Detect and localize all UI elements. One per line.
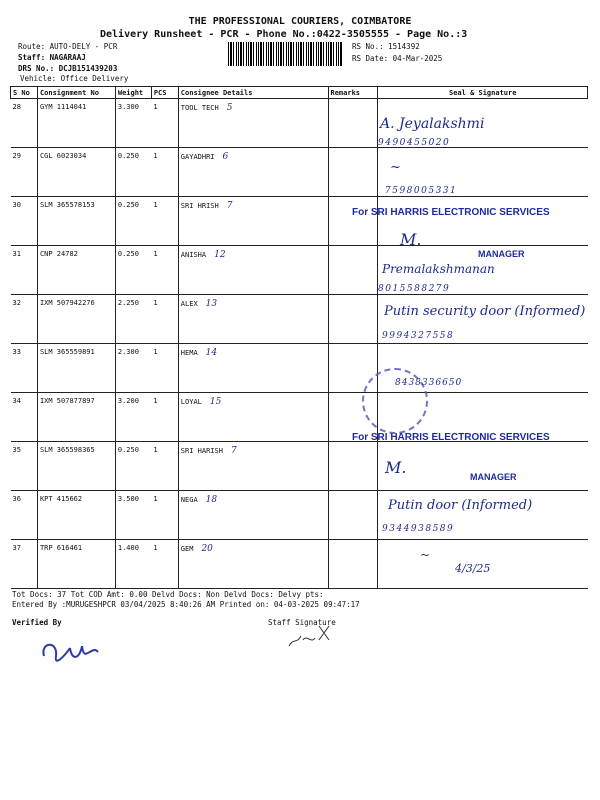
cell-pcs bbox=[151, 344, 178, 393]
route-label: Route: AUTO-DELY - PCR bbox=[18, 42, 118, 51]
cell-weight bbox=[115, 295, 151, 344]
handwritten-number: 18 bbox=[205, 495, 218, 505]
cell-consignee bbox=[178, 540, 328, 589]
signature-7-mark: M. bbox=[385, 458, 407, 477]
cell-consignment-no bbox=[37, 540, 115, 589]
cell-pcs-text: 1 bbox=[153, 152, 158, 160]
signature-6-phone: 8438336650 bbox=[395, 378, 463, 388]
cell-consignee bbox=[178, 295, 328, 344]
cell-sno-text: 32 bbox=[12, 299, 21, 307]
col-header-signature: Seal & Signature bbox=[378, 87, 588, 99]
signature-4-phone: 8015588279 bbox=[378, 284, 451, 294]
cell-sno bbox=[11, 99, 38, 148]
cell-pcs bbox=[151, 540, 178, 589]
cell-consignee-text: SRI HARISH bbox=[180, 447, 223, 455]
cell-consignee bbox=[178, 148, 328, 197]
cell-consignment-no-text: IXM 507942276 bbox=[39, 299, 95, 307]
signature-1-name: A. Jeyalakshmi bbox=[380, 116, 485, 132]
cell-consignee bbox=[178, 344, 328, 393]
cell-weight-text: 0.250 bbox=[117, 152, 139, 160]
cell-sno bbox=[11, 393, 38, 442]
entered-line: Entered By :MURUGESHPCR 03/04/2025 8:40:26 AM Printed on: 04-03-2025 09:47:17 bbox=[12, 600, 360, 609]
handwritten-number: 5 bbox=[226, 103, 233, 113]
cell-weight-text: 3.500 bbox=[117, 495, 139, 503]
table-header-row bbox=[11, 87, 588, 99]
cell-pcs bbox=[151, 246, 178, 295]
cell-consignee bbox=[178, 393, 328, 442]
cell-pcs bbox=[151, 197, 178, 246]
cell-remarks bbox=[328, 99, 378, 148]
handwritten-number: 13 bbox=[205, 299, 218, 309]
cell-remarks bbox=[328, 197, 378, 246]
cell-consignee-text: GAYADHRI bbox=[180, 153, 215, 161]
signature-5-note: Putin security door (Informed) bbox=[384, 304, 586, 319]
cell-pcs bbox=[151, 491, 178, 540]
cell-sno bbox=[11, 344, 38, 393]
cell-consignment-no bbox=[37, 148, 115, 197]
cell-weight bbox=[115, 491, 151, 540]
signature-8-note: Putin door (Informed) bbox=[388, 498, 533, 513]
cell-sno-text: 36 bbox=[12, 495, 21, 503]
verified-by-label: Verified By bbox=[12, 618, 62, 627]
cell-consignment-no-text: SLM 365559891 bbox=[39, 348, 95, 356]
company-title: THE PROFESSIONAL COURIERS, COIMBATORE bbox=[188, 16, 412, 27]
verifier-signature-icon bbox=[36, 634, 106, 674]
cell-consignment-no-text: CGL 6023034 bbox=[39, 152, 87, 160]
cell-weight-text: 1.400 bbox=[117, 544, 139, 552]
cell-remarks bbox=[328, 540, 378, 589]
cell-consignee-text: ANISHA bbox=[180, 251, 207, 259]
cell-consignment-no-text: CNP 24782 bbox=[39, 250, 78, 258]
cell-pcs-text: 1 bbox=[153, 103, 158, 111]
cell-weight bbox=[115, 197, 151, 246]
runsheet-table bbox=[10, 86, 588, 589]
cell-consignment-no-text: KPT 415662 bbox=[39, 495, 83, 503]
table-row bbox=[11, 148, 588, 197]
cell-sno-text: 30 bbox=[12, 201, 21, 209]
cell-consignee bbox=[178, 491, 328, 540]
col-header-consignment: Consignment No bbox=[37, 87, 115, 99]
cell-weight-text: 2.300 bbox=[117, 348, 139, 356]
cell-consignment-no bbox=[37, 491, 115, 540]
col-header-remarks: Remarks bbox=[328, 87, 378, 99]
handwritten-number: 6 bbox=[222, 152, 229, 162]
cell-consignee-text: HEMA bbox=[180, 349, 198, 357]
cell-sno bbox=[11, 295, 38, 344]
col-header-weight: Weight bbox=[115, 87, 151, 99]
cell-consignment-no-text: SLM 365598365 bbox=[39, 446, 95, 454]
cell-signature bbox=[378, 442, 588, 491]
cell-consignment-no bbox=[37, 442, 115, 491]
cell-weight bbox=[115, 393, 151, 442]
cell-weight bbox=[115, 246, 151, 295]
cell-sno bbox=[11, 491, 38, 540]
cell-remarks bbox=[328, 491, 378, 540]
cell-remarks bbox=[328, 442, 378, 491]
table-row bbox=[11, 295, 588, 344]
cell-consignment-no bbox=[37, 344, 115, 393]
cell-remarks bbox=[328, 295, 378, 344]
cell-pcs-text: 1 bbox=[153, 397, 158, 405]
cell-consignee-text: GEM bbox=[180, 545, 194, 553]
cell-pcs bbox=[151, 295, 178, 344]
handwritten-number: 14 bbox=[205, 348, 218, 358]
cell-pcs bbox=[151, 393, 178, 442]
signature-3-mark: M. bbox=[400, 230, 422, 249]
cell-weight-text: 3.200 bbox=[117, 397, 139, 405]
cell-sno-text: 31 bbox=[12, 250, 21, 258]
cell-sno bbox=[11, 540, 38, 589]
staff-signature-label: Staff Signature bbox=[268, 618, 336, 627]
staff-signature-icon bbox=[285, 622, 345, 652]
cell-pcs-text: 1 bbox=[153, 446, 158, 454]
table-row bbox=[11, 99, 588, 148]
cell-pcs-text: 1 bbox=[153, 544, 158, 552]
cell-consignment-no bbox=[37, 99, 115, 148]
cell-remarks bbox=[328, 148, 378, 197]
handwritten-number: 12 bbox=[214, 250, 226, 260]
cell-weight-text: 3.300 bbox=[117, 103, 139, 111]
cell-weight bbox=[115, 442, 151, 491]
cell-consignee bbox=[178, 246, 328, 295]
col-header-pcs: PCS bbox=[151, 87, 178, 99]
staff-label: Staff: NAGARAAJ bbox=[18, 53, 86, 62]
cell-consignment-no-text: GYM 1114041 bbox=[39, 103, 87, 111]
handwritten-number: 15 bbox=[209, 397, 222, 407]
cell-pcs-text: 1 bbox=[153, 299, 158, 307]
cell-pcs bbox=[151, 99, 178, 148]
signature-2-phone: 7598005331 bbox=[385, 186, 458, 196]
signature-5-phone: 9994327558 bbox=[382, 331, 455, 341]
cell-weight bbox=[115, 99, 151, 148]
barcode-image bbox=[228, 42, 343, 66]
cell-weight bbox=[115, 344, 151, 393]
handwritten-number: 20 bbox=[201, 544, 213, 554]
cell-sno bbox=[11, 246, 38, 295]
cell-consignee-text: NEGA bbox=[180, 496, 198, 504]
cell-pcs bbox=[151, 148, 178, 197]
cell-consignment-no bbox=[37, 197, 115, 246]
cell-sno-text: 35 bbox=[12, 446, 21, 454]
cell-consignee-text: ALEX bbox=[180, 300, 198, 308]
table-row bbox=[11, 540, 588, 589]
cell-consignee-text: TOOL TECH bbox=[180, 104, 219, 112]
table-row bbox=[11, 442, 588, 491]
runsheet-title: Delivery Runsheet - PCR - Phone No.:0422-3505555 - Page No.:3 bbox=[100, 29, 468, 40]
cell-consignment-no-text: TRP 616461 bbox=[39, 544, 83, 552]
cell-weight-text: 0.250 bbox=[117, 250, 139, 258]
cell-consignee-text: LOYAL bbox=[180, 398, 202, 406]
rs-date-label: RS Date: 04-Mar-2025 bbox=[352, 54, 443, 63]
totals-line: Tot Docs: 37 Tot COD Amt: 0.00 Delvd Docs: Non Delvd Docs: Delvy pts: bbox=[12, 590, 324, 599]
cell-weight bbox=[115, 540, 151, 589]
cell-pcs-text: 1 bbox=[153, 348, 158, 356]
cell-consignee bbox=[178, 197, 328, 246]
cell-sno-text: 28 bbox=[12, 103, 21, 111]
vehicle-label: Vehicle: Office Delivery bbox=[20, 74, 129, 83]
cell-consignment-no bbox=[37, 393, 115, 442]
signature-2-mark: ~ bbox=[390, 160, 401, 175]
col-header-consignee: Consignee Details bbox=[178, 87, 328, 99]
table-row bbox=[11, 344, 588, 393]
signature-1-phone: 9490455020 bbox=[378, 138, 451, 148]
signature-8-phone: 9344938589 bbox=[382, 524, 455, 534]
signature-9-date: 4/3/25 bbox=[455, 562, 491, 575]
cell-sno bbox=[11, 442, 38, 491]
company-stamp-2: For SRI HARRIS ELECTRONIC SERVICES bbox=[352, 432, 550, 443]
signature-4-name: Premalakshmanan bbox=[382, 262, 495, 276]
manager-stamp-1: MANAGER bbox=[478, 249, 525, 259]
cell-sno bbox=[11, 148, 38, 197]
cell-weight-text: 2.250 bbox=[117, 299, 139, 307]
signature-9-mark: ~ bbox=[420, 548, 431, 562]
manager-stamp-2: MANAGER bbox=[470, 472, 517, 482]
cell-pcs-text: 1 bbox=[153, 495, 158, 503]
col-header-sno: S No bbox=[11, 87, 38, 99]
cell-consignment-no bbox=[37, 295, 115, 344]
company-stamp-1: For SRI HARRIS ELECTRONIC SERVICES bbox=[352, 207, 550, 218]
cell-sno-text: 37 bbox=[12, 544, 21, 552]
handwritten-number: 7 bbox=[230, 446, 237, 456]
cell-consignment-no-text: IXM 507877897 bbox=[39, 397, 95, 405]
cell-consignment-no bbox=[37, 246, 115, 295]
cell-sno bbox=[11, 197, 38, 246]
table-row bbox=[11, 197, 588, 246]
cell-pcs-text: 1 bbox=[153, 201, 158, 209]
rs-no-label: RS No.: 1514392 bbox=[352, 42, 420, 51]
handwritten-number: 7 bbox=[226, 201, 233, 211]
cell-pcs bbox=[151, 442, 178, 491]
drs-label: DRS No.: DCJB151439203 bbox=[18, 64, 118, 73]
cell-consignee-text: SRI HRISH bbox=[180, 202, 219, 210]
cell-sno-text: 34 bbox=[12, 397, 21, 405]
cell-consignee bbox=[178, 442, 328, 491]
cell-weight bbox=[115, 148, 151, 197]
cell-weight-text: 0.250 bbox=[117, 201, 139, 209]
cell-pcs-text: 1 bbox=[153, 250, 158, 258]
cell-consignee bbox=[178, 99, 328, 148]
cell-consignment-no-text: SLM 365578153 bbox=[39, 201, 95, 209]
cell-weight-text: 0.250 bbox=[117, 446, 139, 454]
cell-sno-text: 29 bbox=[12, 152, 21, 160]
cell-sno-text: 33 bbox=[12, 348, 21, 356]
cell-remarks bbox=[328, 246, 378, 295]
